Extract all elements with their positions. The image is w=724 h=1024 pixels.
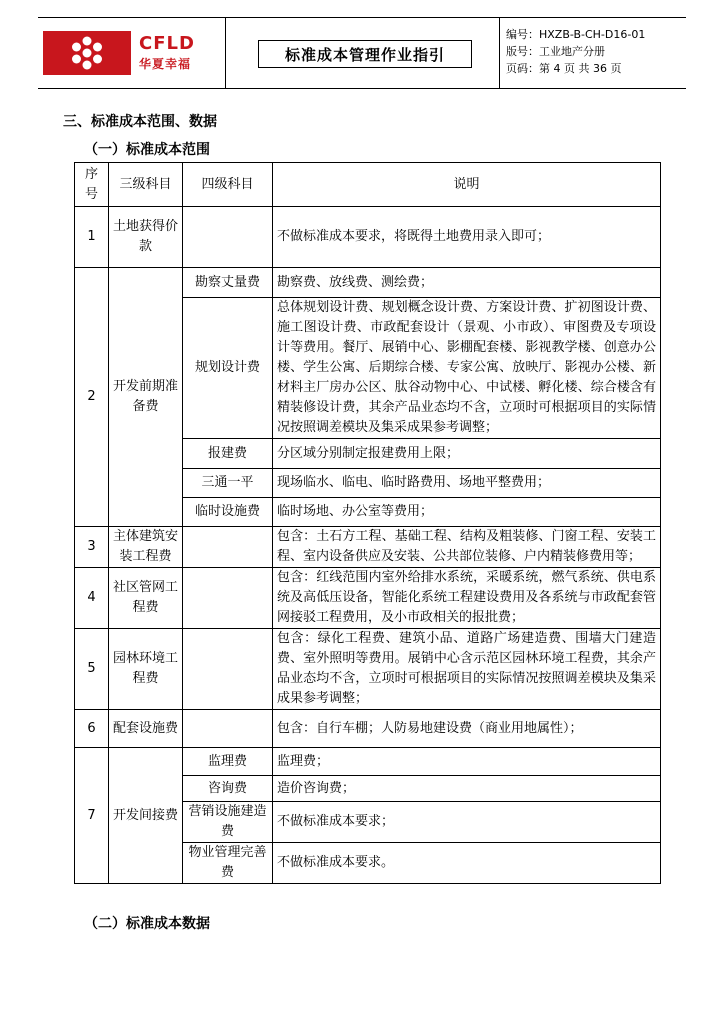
table-row	[75, 268, 661, 298]
row-no: 6	[75, 710, 109, 748]
subsection-title-scope: （一）标准成本范围	[84, 142, 210, 158]
row-desc: 包含：红线范围内室外给排水系统，采暖系统，燃气系统、供电系统及高低压设备，智能化系统工程建设费用及各系统与市政配套管网接驳工程费用，及小市政相关的报批费；	[273, 568, 661, 629]
header-divider	[225, 18, 226, 88]
row-desc: 分区域分别制定报建费用上限；	[273, 439, 661, 469]
row-level4: 三通一平	[183, 469, 273, 498]
doc-code: 编号：HXZB-B-CH-D16-01	[506, 28, 646, 41]
row-level3: 主体建筑安装工程费	[109, 527, 183, 568]
row-desc: 造价咨询费；	[273, 776, 661, 802]
table-row	[75, 710, 661, 748]
table-header-row	[75, 163, 661, 207]
doc-version: 版号：工业地产分册	[506, 45, 605, 58]
row-desc: 包含：绿化工程费、建筑小品、道路广场建造费、围墙大门建造费、室外照明等费用。展销中心含示范区园林环境工程费，其余产品业态均不含，立项时可根据项目的实际情况按照调差模块及集采成果参考调整；	[273, 629, 661, 710]
cost-scope-table	[74, 162, 661, 884]
row-level3: 配套设施费	[109, 710, 183, 748]
company-logo	[43, 31, 229, 75]
row-no: 4	[75, 568, 109, 629]
row-no: 3	[75, 527, 109, 568]
row-desc: 现场临水、临电、临时路费用、场地平整费用；	[273, 469, 661, 498]
row-desc: 监理费；	[273, 748, 661, 776]
row-level4: 咨询费	[183, 776, 273, 802]
header-desc: 说明	[273, 163, 661, 207]
row-level4	[183, 207, 273, 268]
doc-meta	[506, 26, 645, 77]
row-desc: 总体规划设计费、规划概念设计费、方案设计费、扩初图设计费、施工图设计费、市政配套设计（景观、小市政）、审图费及专项设计等费用。餐厅、展销中心、影棚配套楼、影视教学楼、创意办公楼、学生公寓、后期综合楼、专家公寓、放映厅、影视办公楼、新材料主厂房办公区、肽谷动物中心、中试楼、孵化楼、综合楼含有精装修设计费，其余产品业态均不含，立项时可根据项目的实际情况按照调差模块及集采成果参考调整；	[273, 298, 661, 439]
row-desc: 包含：自行车棚；人防易地建设费（商业用地属性）；	[273, 710, 661, 748]
row-level3: 开发间接费	[109, 748, 183, 884]
cfld-flower-logo-icon	[43, 31, 131, 75]
table-row	[75, 629, 661, 710]
row-level4: 报建费	[183, 439, 273, 469]
row-level4	[183, 629, 273, 710]
row-level4: 监理费	[183, 748, 273, 776]
row-level4: 营销设施建造费	[183, 802, 273, 843]
row-level3: 社区管网工程费	[109, 568, 183, 629]
row-no: 1	[75, 207, 109, 268]
table-row	[75, 207, 661, 268]
header-no: 序号	[75, 163, 109, 207]
row-level4: 勘察丈量费	[183, 268, 273, 298]
row-level4: 物业管理完善费	[183, 843, 273, 884]
row-level4	[183, 710, 273, 748]
doc-title-box	[258, 40, 472, 68]
table-row	[75, 527, 661, 568]
row-level4	[183, 527, 273, 568]
header-divider	[499, 18, 500, 88]
subsection-title-data: （二）标准成本数据	[84, 916, 210, 932]
header-level3: 三级科目	[109, 163, 183, 207]
table-row	[75, 748, 661, 776]
logo-subtitle: 华夏幸福	[139, 57, 192, 71]
row-no: 5	[75, 629, 109, 710]
doc-page: 页码：第 4 页 共 36 页	[506, 62, 622, 75]
row-desc: 不做标准成本要求。	[273, 843, 661, 884]
row-level4	[183, 568, 273, 629]
logo-word: CFLD	[139, 33, 195, 54]
row-level4: 规划设计费	[183, 298, 273, 439]
page-header	[38, 17, 686, 89]
header-level4: 四级科目	[183, 163, 273, 207]
row-desc: 不做标准成本要求；	[273, 802, 661, 843]
row-desc: 不做标准成本要求，将既得土地费用录入即可；	[273, 207, 661, 268]
row-desc: 临时场地、办公室等费用；	[273, 498, 661, 527]
row-level4: 临时设施费	[183, 498, 273, 527]
row-level3: 园林环境工程费	[109, 629, 183, 710]
section-title: 三、标准成本范围、数据	[63, 114, 217, 130]
row-level3: 开发前期准备费	[109, 268, 183, 527]
table-row	[75, 568, 661, 629]
row-no: 2	[75, 268, 109, 527]
row-no: 7	[75, 748, 109, 884]
doc-title: 标准成本管理作业指引	[284, 45, 445, 64]
row-level3: 土地获得价款	[109, 207, 183, 268]
row-desc: 包含：土石方工程、基础工程、结构及粗装修、门窗工程、安装工程、室内设备供应及安装、公共部位装修、户内精装修费用等；	[273, 527, 661, 568]
row-desc: 勘察费、放线费、测绘费；	[273, 268, 661, 298]
